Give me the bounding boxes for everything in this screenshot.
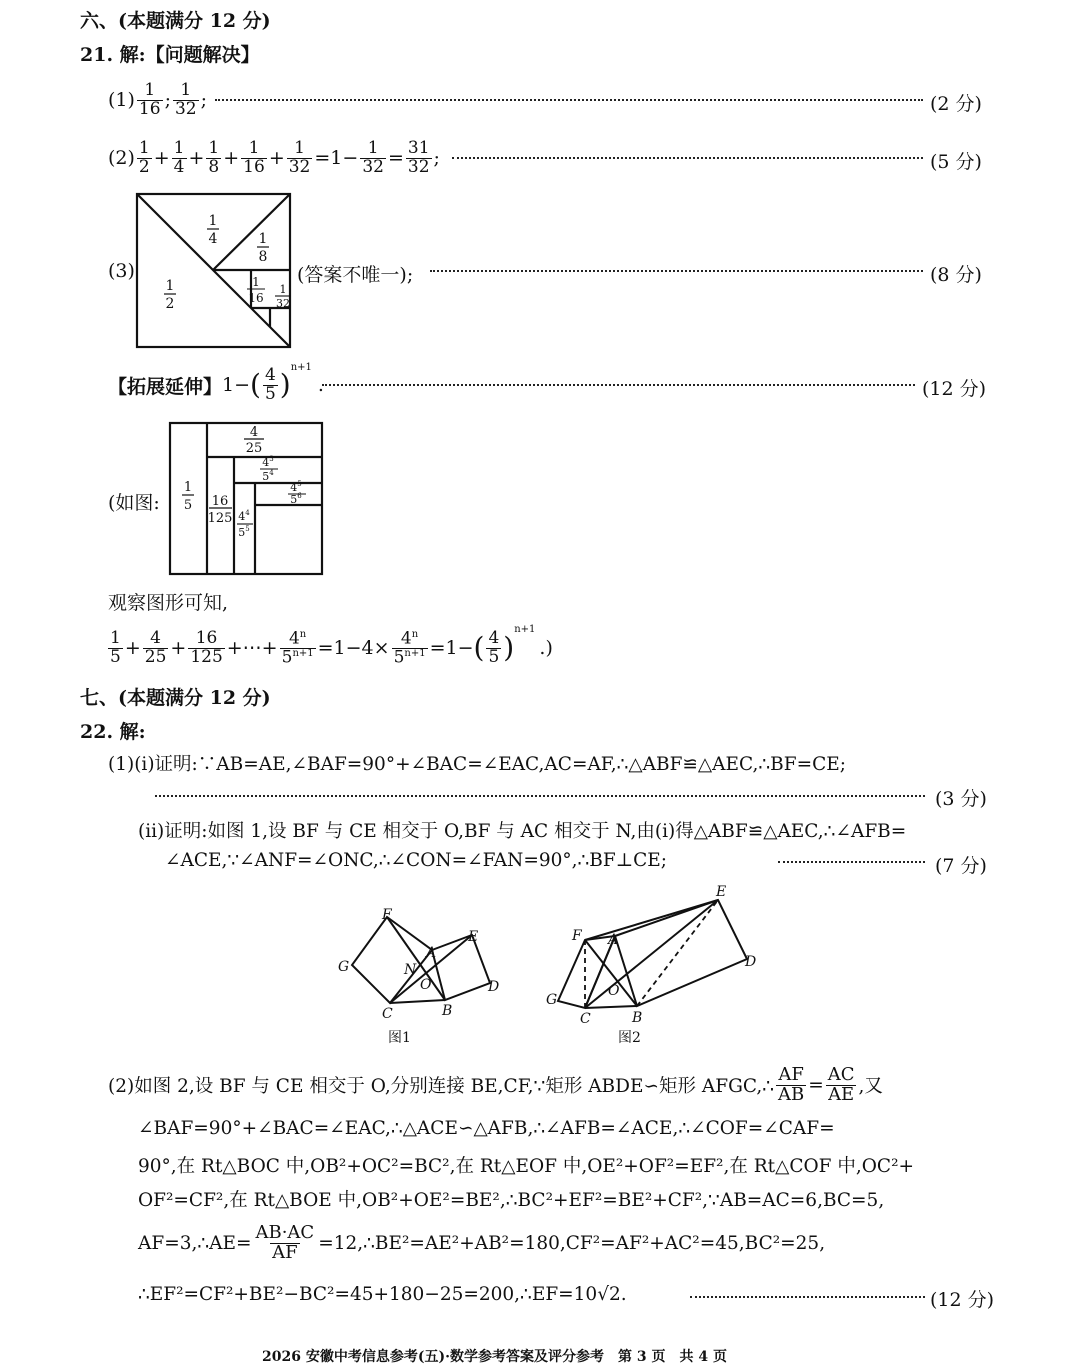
leader-dots [155, 795, 925, 797]
label-F: F [572, 928, 582, 944]
ellipsis-plus: +⋯+ [226, 637, 278, 659]
sum-end: .) [539, 637, 553, 659]
sum-frac: $\frac{4}{25}$ [144, 628, 167, 667]
q21-part1-sep: ; [164, 89, 171, 111]
sixteenth-num: 1 [252, 275, 260, 289]
equals-expression: =1−4× [317, 637, 390, 659]
b-den: 25 [245, 441, 263, 456]
q21-extension [108, 360, 324, 410]
q21-part2-score: (5 分) [930, 151, 982, 173]
q21-heading: 21. 解:【问题解决】 [80, 44, 260, 66]
extension-end: . [317, 374, 324, 396]
sum-exponent: n+1 [514, 624, 536, 635]
plus-sign: + [153, 147, 170, 169]
q21-final-sum [106, 622, 553, 674]
label-E: E [716, 884, 727, 900]
q21-part1-end: ; [200, 89, 208, 111]
half-num: 1 [165, 278, 175, 294]
q21-part1-frac1: $\frac{1}{16}$ [138, 80, 161, 119]
label-D: D [488, 979, 500, 995]
q22-p2-a-post: ,又 [858, 1076, 883, 1097]
label-A: A [608, 932, 619, 948]
left-paren: ( [250, 368, 261, 401]
quarter-num: 1 [208, 213, 218, 229]
sixteenth-den: 16 [248, 291, 264, 305]
leader-dots [452, 157, 923, 159]
equals-sign: = [387, 147, 404, 169]
plus-sign: + [170, 637, 187, 659]
q22-heading: 22. 解: [80, 721, 146, 743]
fifth-den: 5 [183, 498, 193, 513]
f-den: $5^6$ [290, 492, 302, 506]
sum-frac: $\frac{16}{125}$ [190, 628, 223, 667]
plus-sign: + [188, 147, 205, 169]
q21-part1 [108, 78, 207, 122]
dashed-BE [637, 900, 718, 1006]
eighth-num: 1 [258, 231, 268, 247]
q22-p2-line-d: OF²=CF²,在 Rt△BOE 中,OB²+OE²=BE²,∴BC²+EF²=BE²+CF²,∵AB=AC=6,BC=5, [138, 1190, 885, 1211]
fifth-num: 1 [183, 480, 193, 495]
q21-part2-frac: $\frac{1}{8}$ [208, 138, 220, 177]
label-O: O [420, 977, 432, 993]
q21-part2-frac: $\frac{1}{4}$ [173, 138, 185, 177]
label-D: D [745, 954, 757, 970]
q22-p1-i: (1)(i)证明:∵AB=AE,∠BAF=90°+∠BAC=∠EAC,AC=AF,∴△ABF≌△AEC,∴BF=CE; [108, 754, 846, 775]
ratio-frac: $\frac{AF}{AB}$ [778, 1064, 805, 1105]
q21-part1-score: (2 分) [930, 93, 982, 115]
extension-exponent: n+1 [290, 362, 312, 373]
equals-sign: = [808, 1074, 824, 1096]
label-B: B [632, 1010, 643, 1026]
leader-dots [322, 384, 915, 386]
fig2-caption: 图2 [618, 1030, 641, 1046]
label-G: G [546, 992, 558, 1008]
label-F: F [382, 907, 392, 923]
q22-p1-ii-score: (7 分) [935, 855, 987, 877]
geometry-figure-1 [332, 905, 522, 1045]
extension-score: (12 分) [922, 378, 987, 400]
q21-part2-frac: $\frac{1}{16}$ [243, 138, 265, 177]
c-den: 125 [207, 511, 233, 526]
quarter-den: 4 [208, 231, 218, 247]
right-paren: ) [503, 631, 515, 664]
d-num: $4^3$ [262, 455, 274, 469]
segment-CB [585, 1006, 637, 1008]
q22-p2-e-post: =12,∴BE²=AE²+AB²=180,CF²=AF²+AC²=45,BC²=25, [318, 1232, 826, 1254]
square-AFGC [558, 936, 615, 1008]
sum-frac-general: $\frac{4^n}{5^{n+1}}$ [393, 628, 426, 668]
q21-part2-frac: $\frac{1}{2}$ [138, 138, 150, 177]
left-paren: ( [473, 631, 485, 664]
leader-dots [215, 99, 923, 101]
segment-CE [585, 900, 718, 1008]
sum-result-frac: $\frac{4}{5}$ [488, 628, 500, 667]
label-A: A [426, 945, 437, 961]
q22-p2-e-pre: AF=3,∴AE= [138, 1232, 252, 1254]
q22-p1-ii-a: (ii)证明:如图 1,设 BF 与 CE 相交于 O,BF 与 AC 相交于 N,由(i)得△ABF≌△AEC,∴∠AFB= [138, 821, 907, 842]
eighth-den: 8 [258, 249, 268, 265]
d-den: $5^4$ [262, 469, 274, 483]
fig-intro-text: (如图: [108, 492, 160, 514]
rect-ABDE [615, 900, 747, 1006]
square-division-figure [135, 192, 295, 352]
leader-dots [690, 1296, 925, 1298]
label-G: G [338, 959, 350, 975]
geometry-figure-2 [540, 878, 770, 1048]
leader-dots [778, 861, 925, 863]
c-num: 16 [211, 494, 229, 509]
page-footer: 2026 安徽中考信息参考(五)·数学参考答案及评分参考 第 3 页 共 4 页 [262, 1349, 727, 1365]
q21-part2-frac: $\frac{1}{32}$ [288, 138, 311, 177]
q22-p1-ii-b: ∠ACE,∵∠ANF=∠ONC,∴∠CON=∠FAN=90°,∴BF⊥CE; [165, 850, 668, 871]
observe-text: 观察图形可知, [108, 592, 229, 614]
plus-sign: + [124, 637, 141, 659]
ratio-frac: $\frac{AC}{AE}$ [827, 1064, 855, 1105]
plus-sign: + [268, 147, 285, 169]
extension-frac: $\frac{4}{5}$ [264, 365, 276, 404]
q21-part2-end: ; [433, 147, 440, 169]
q21-part1-label: (1) [108, 89, 135, 111]
right-paren: ) [279, 368, 291, 401]
extension-label: 【拓展延伸】 [108, 375, 223, 398]
thirtysecond-num: 1 [279, 283, 287, 296]
rectangle-division-figure [168, 421, 326, 577]
e-num: $4^4$ [238, 509, 250, 523]
equals-one-minus: =1− [429, 637, 474, 659]
label-B: B [442, 1003, 453, 1019]
q22-p2-line-e [138, 1218, 825, 1268]
q21-part2-label: (2) [108, 147, 135, 169]
divider-line [213, 194, 290, 270]
q21-part2 [108, 136, 440, 180]
leader-dots [430, 270, 923, 272]
segment-CB [390, 1000, 445, 1003]
extension-one-minus: 1− [222, 374, 251, 396]
q22-p2-line-c: 90°,在 Rt△BOC 中,OB²+OC²=BC²,在 Rt△EOF 中,OE²+OF²=EF²,在 Rt△COF 中,OC²+ [138, 1156, 914, 1177]
q22-p2-line-b: ∠BAF=90°+∠BAC=∠EAC,∴△ACE∽△AFB,∴∠AFB=∠ACE,∴∠COF=∠CAF= [138, 1118, 835, 1139]
label-C: C [580, 1011, 591, 1027]
q22-p2-score: (12 分) [930, 1289, 995, 1311]
sum-frac-general: $\frac{4^n}{5^{n+1}}$ [281, 628, 314, 668]
segment-FE [585, 900, 718, 940]
q21-part3-score: (8 分) [930, 264, 982, 286]
segment-BF [387, 917, 445, 1000]
q21-part2-result-a: $\frac{1}{32}$ [362, 138, 384, 177]
plus-sign: + [223, 147, 240, 169]
f-num: $4^5$ [290, 480, 302, 494]
section-6-title: 六、(本题满分 12 分) [80, 10, 271, 32]
b-num: 4 [249, 425, 259, 440]
thirtysecond-den: 32 [276, 297, 290, 310]
label-E: E [468, 929, 479, 945]
section-7-title: 七、(本题满分 12 分) [80, 687, 271, 709]
e-den: $5^5$ [238, 525, 250, 539]
label-O: O [608, 983, 620, 999]
ae-frac: $\frac{AB\cdot AC}{AF}$ [255, 1222, 315, 1263]
q22-p1-i-score: (3 分) [935, 788, 987, 810]
label-C: C [382, 1006, 393, 1022]
fig1-caption: 图1 [388, 1030, 411, 1045]
q22-p2-line-f: ∴EF²=CF²+BE²−BC²=45+180−25=200,∴EF=10√2. [138, 1284, 627, 1305]
q21-part2-result-b: $\frac{31}{32}$ [407, 138, 430, 177]
half-den: 2 [165, 296, 175, 312]
q21-part3-note: (答案不唯一); [297, 264, 414, 286]
q22-p2-a-text: (2)如图 2,设 BF 与 CE 相交于 O,分别连接 BE,CF,∵矩形 ABDE∽矩形 AFGC,∴ [108, 1076, 774, 1097]
q21-part1-frac2: $\frac{1}{32}$ [174, 80, 197, 119]
q22-p2-line-a [108, 1060, 883, 1110]
label-N: N [404, 962, 417, 978]
q21-part3-label: (3) [108, 260, 135, 282]
equals-one-minus: =1− [314, 147, 359, 169]
sum-frac: $\frac{1}{5}$ [110, 628, 121, 667]
